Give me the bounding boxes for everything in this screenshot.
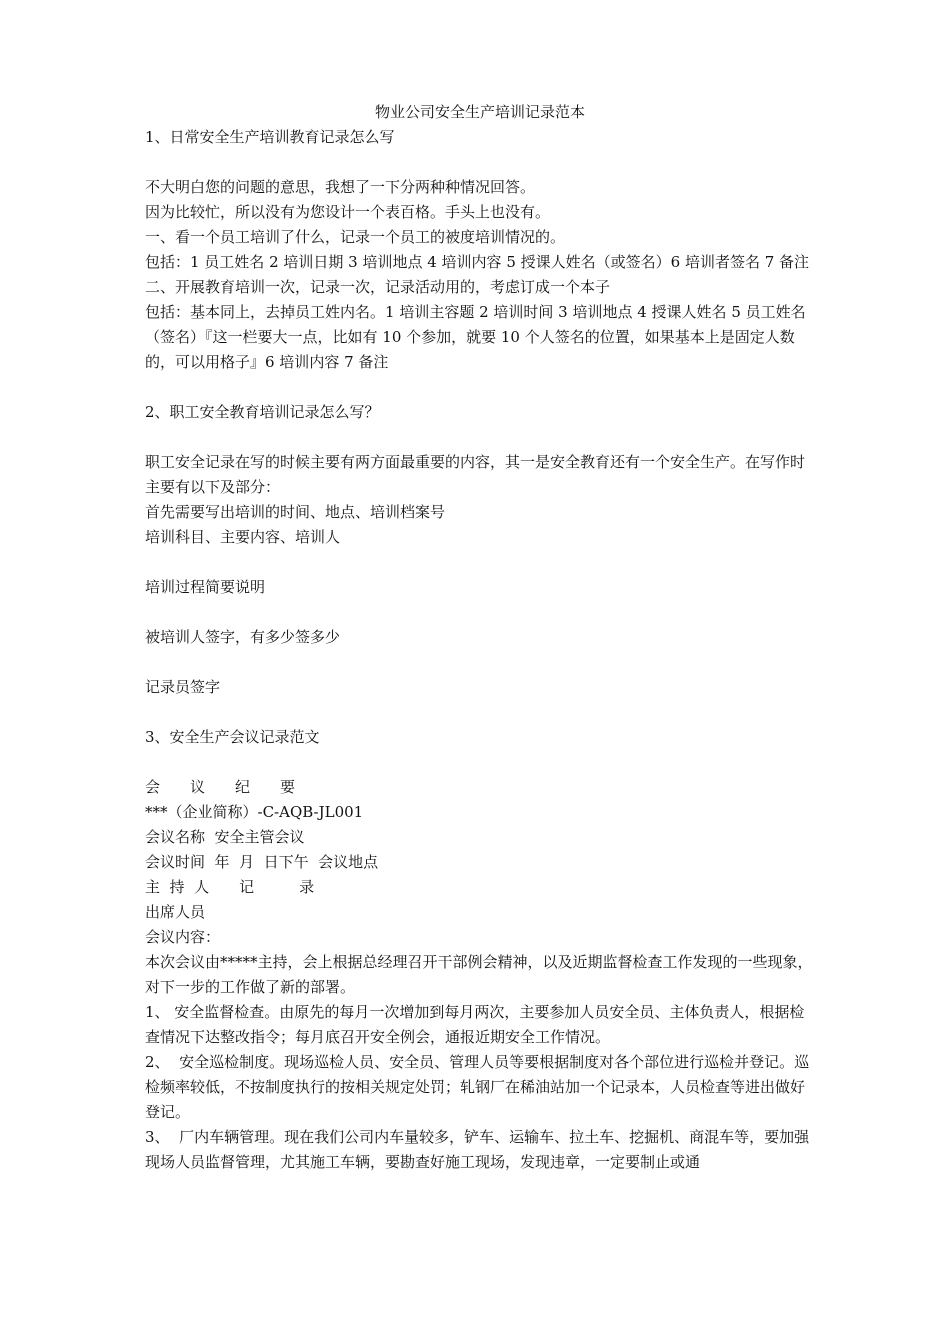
paragraph: 会 议 纪 要 xyxy=(145,778,296,796)
paragraph: 本次会议由*****主持，会上根据总经理召开干部例会精神，以及近期监督检查工作发现的一些现象，对下一步的工作做了新的部署。 xyxy=(145,953,813,996)
blank-line xyxy=(145,150,815,175)
paragraph: ***（企业简称）-C-AQB-JL001 xyxy=(145,803,364,821)
paragraph: 一、看一个员工培训了什么，记录一个员工的被度培训情况的。 xyxy=(145,228,566,246)
paragraph: 培训过程简要说明 xyxy=(145,578,266,596)
paragraph: 会议名称 安全主管会议 xyxy=(145,828,305,846)
paragraph: 主 持 人 记 录 xyxy=(145,878,315,896)
paragraph: 出席人员 xyxy=(145,903,206,921)
paragraph: 2、 安全巡检制度。现场巡检人员、安全员、管理人员等要根据制度对各个部位进行巡检并登记。巡检频率较低，不按制度执行的按相关规定处罚；轧钢厂在稀油站加一个记录本，人员检查等进出做好登记。 xyxy=(145,1053,810,1121)
blank-line xyxy=(145,375,815,400)
paragraph: 因为比较忙，所以没有为您设计一个表百格。手头上也没有。 xyxy=(145,203,551,221)
paragraph: 被培训人签字，有多少签多少 xyxy=(145,628,341,646)
paragraph: 2、职工安全教育培训记录怎么写？ xyxy=(145,403,380,421)
blank-line xyxy=(145,425,815,450)
paragraph: 培训科目、主要内容、培训人 xyxy=(145,528,341,546)
paragraph: 会议内容： xyxy=(145,928,221,946)
paragraph: 包括：基本同上，去掉员工姓内名。1 培训主容题 2 培训时间 3 培训地点 4 授课人姓名 5 员工姓名（签名）『这一栏要大一点，比如有 10 个参加，就要 10 个人签名的位置，如果基本上是固定人数的，可以用格子』6 培训内容 7 备注 xyxy=(145,303,806,371)
paragraph: 二、开展教育培训一次，记录一次，记录活动用的，考虑订成一个本子 xyxy=(145,278,611,296)
paragraph: 职工安全记录在写的时候主要有两方面最重要的内容，其一是安全教育还有一个安全生产。在写作时主要有以下及部分： xyxy=(145,453,806,496)
blank-line xyxy=(145,650,815,675)
blank-line xyxy=(145,750,815,775)
paragraph: 3、 厂内车辆管理。现在我们公司内车量较多，铲车、运输车、拉土车、挖掘机、商混车等，要加强现场人员监督管理，尤其施工车辆，要勘查好施工现场，发现违章，一定要制止或通 xyxy=(145,1128,810,1171)
paragraph: 会议时间 年 月 日下午 会议地点 xyxy=(145,853,379,871)
paragraph: 1、 安全监督检查。由原先的每月一次增加到每月两次，主要参加人员安全员、主体负责人，根据检查情况下达整改指令；每月底召开安全例会，通报近期安全工作情况。 xyxy=(145,1003,805,1046)
blank-line xyxy=(145,550,815,575)
paragraph: 1、日常安全生产培训教育记录怎么写 xyxy=(145,128,395,146)
blank-line xyxy=(145,600,815,625)
paragraph: 不大明白您的问题的意思，我想了一下分两种种情况回答。 xyxy=(145,178,536,196)
paragraph: 包括：1 员工姓名 2 培训日期 3 培训地点 4 培训内容 5 授课人姓名（或签名）6 培训者签名 7 备注 xyxy=(145,253,810,271)
document-title: 物业公司安全生产培训记录范本 xyxy=(374,103,585,121)
document-body xyxy=(145,125,815,1175)
blank-line xyxy=(145,700,815,725)
paragraph: 3、安全生产会议记录范文 xyxy=(145,728,320,746)
paragraph: 首先需要写出培训的时间、地点、培训档案号 xyxy=(145,503,446,521)
document-page xyxy=(145,100,815,1175)
paragraph: 记录员签字 xyxy=(145,678,221,696)
